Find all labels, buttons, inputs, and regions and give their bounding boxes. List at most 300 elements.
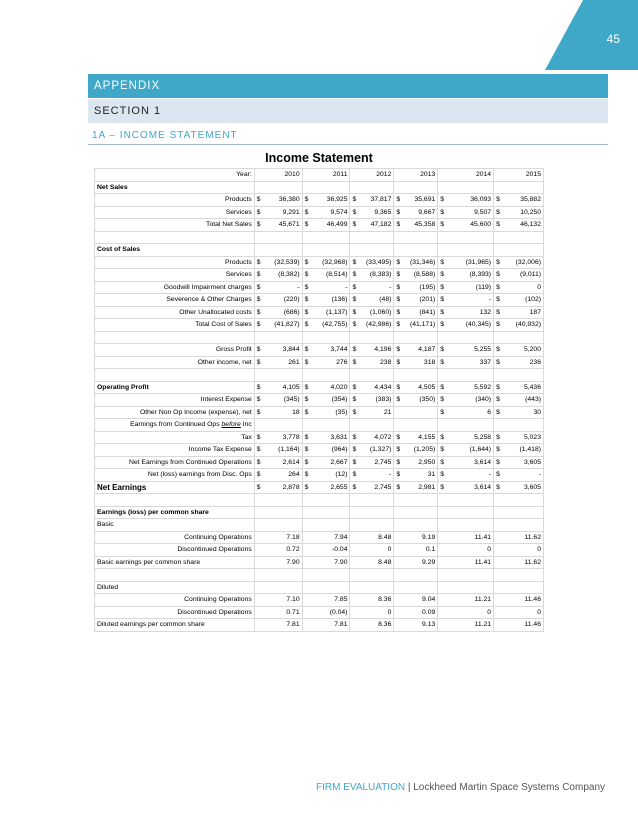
- value: 0: [537, 608, 541, 616]
- table-cell: [494, 331, 544, 344]
- value-cell: [302, 394, 350, 407]
- dollar-sign: $: [352, 283, 357, 291]
- dollar-sign: $: [440, 208, 445, 216]
- footer-separator: |: [405, 782, 414, 793]
- title-row: [95, 148, 544, 169]
- value-cell: [494, 306, 544, 319]
- dollar-sign: $: [396, 296, 401, 304]
- table-cell: [494, 181, 544, 194]
- value: (220): [283, 296, 300, 304]
- year-row: [95, 169, 544, 182]
- value-cell: [438, 469, 494, 482]
- value-cell: [438, 344, 494, 357]
- value: 7.81: [334, 621, 348, 629]
- value-cell: [438, 319, 494, 332]
- dollar-sign: $: [496, 483, 500, 491]
- value-cell: [350, 544, 394, 557]
- table-cell: [394, 331, 438, 344]
- value: 4,434: [374, 383, 392, 391]
- value-cell: [350, 444, 394, 457]
- dollar-sign: $: [396, 483, 401, 491]
- table-cell: [494, 506, 544, 519]
- value: -: [389, 283, 392, 291]
- row-label: Net (loss) earnings from Disc. Ops: [95, 469, 255, 482]
- value: 8.36: [378, 621, 392, 629]
- table-cell: [494, 494, 544, 507]
- blank-row: [95, 569, 544, 582]
- section-label: Diluted: [95, 581, 255, 594]
- value: 0: [387, 546, 392, 554]
- value-cell: [302, 556, 350, 569]
- row-products: [95, 194, 544, 207]
- value: 35,882: [520, 196, 541, 204]
- table-cell: [394, 506, 438, 519]
- table-cell: [254, 331, 302, 344]
- dollar-sign: $: [256, 383, 261, 391]
- table-cell: [438, 569, 494, 582]
- row-cos_products: [95, 256, 544, 269]
- row-label: Total Net Sales: [95, 219, 255, 232]
- section-label: Cost of Sales: [95, 244, 255, 257]
- dollar-sign: $: [256, 196, 261, 204]
- value: (119): [475, 283, 492, 291]
- value: 276: [336, 358, 348, 366]
- table-cell: [438, 494, 494, 507]
- value-cell: [302, 381, 350, 394]
- appendix-banner: APPENDIX: [88, 74, 608, 98]
- value-cell: [394, 394, 438, 407]
- value-cell: [302, 544, 350, 557]
- value-cell: [394, 406, 438, 419]
- value: 3,605: [523, 483, 541, 491]
- dollar-sign: $: [440, 358, 445, 366]
- table-cell: [254, 494, 302, 507]
- value: 7.18: [286, 533, 300, 541]
- value: 4,505: [418, 383, 436, 391]
- value: 8.48: [378, 558, 392, 566]
- row-label: Discontinued Operations: [95, 544, 255, 557]
- dollar-sign: $: [256, 458, 261, 466]
- value-cell: [494, 606, 544, 619]
- value-cell: [494, 619, 544, 632]
- value: 0: [487, 608, 492, 616]
- value: 36,380: [278, 196, 300, 204]
- label-part: Inc: [240, 421, 252, 429]
- row-label: [95, 419, 255, 432]
- value: 3,744: [330, 346, 348, 354]
- value-cell: [394, 544, 438, 557]
- year-header: 2014: [438, 169, 494, 182]
- dollar-sign: $: [304, 321, 309, 329]
- value-cell: [254, 219, 302, 232]
- value-cell: [350, 469, 394, 482]
- dollar-sign: $: [396, 358, 401, 366]
- row-label: Gross Profit: [95, 344, 255, 357]
- row-total_cos: [95, 319, 544, 332]
- table-cell: [438, 181, 494, 194]
- value: (383): [375, 396, 392, 404]
- value: (31,965): [465, 258, 492, 266]
- table-cell: [438, 506, 494, 519]
- value-cell: [438, 619, 494, 632]
- value-cell: [350, 556, 394, 569]
- value-cell: [302, 319, 350, 332]
- value-cell: [438, 594, 494, 607]
- value: 8.48: [378, 533, 392, 541]
- row-label: Total Cost of Sales: [95, 319, 255, 332]
- value: (841): [419, 308, 436, 316]
- table-cell: [438, 331, 494, 344]
- value-cell: [494, 356, 544, 369]
- value-cell: [302, 281, 350, 294]
- value: 36,093: [470, 196, 492, 204]
- table-cell: [254, 244, 302, 257]
- row-label: Operating Profit: [95, 381, 255, 394]
- value-cell: [494, 406, 544, 419]
- dollar-sign: $: [256, 283, 261, 291]
- dollar-sign: $: [440, 221, 445, 229]
- value-cell: [438, 281, 494, 294]
- value-cell: [494, 219, 544, 232]
- value: (1,418): [519, 446, 541, 454]
- value: 4,105: [282, 383, 300, 391]
- value-cell: [254, 444, 302, 457]
- dollar-sign: $: [496, 221, 500, 229]
- footer-firm-evaluation: FIRM EVALUATION: [316, 782, 406, 793]
- value-cell: [302, 219, 350, 232]
- dollar-sign: $: [256, 483, 261, 491]
- dollar-sign: $: [440, 471, 445, 479]
- value: 7.90: [334, 558, 348, 566]
- value-cell: [494, 256, 544, 269]
- value: 9,291: [282, 208, 300, 216]
- dollar-sign: $: [496, 196, 500, 204]
- value-cell: [302, 606, 350, 619]
- row-nonop: [95, 406, 544, 419]
- dollar-sign: $: [304, 471, 309, 479]
- dollar-sign: $: [352, 458, 357, 466]
- footer-company: Lockheed Martin Space Systems Company: [413, 782, 606, 793]
- value: 2,614: [282, 458, 300, 466]
- row-label: Products: [95, 256, 255, 269]
- dollar-sign: $: [352, 446, 357, 454]
- value-cell: [394, 381, 438, 394]
- row-label: Other Unallocated costs: [95, 306, 255, 319]
- value-cell: [438, 531, 494, 544]
- dollar-sign: $: [396, 383, 401, 391]
- table-cell: [350, 231, 394, 244]
- value: 318: [423, 358, 436, 366]
- table-cell: [350, 244, 394, 257]
- year-header: 2012: [350, 169, 394, 182]
- row-label: Other income, net: [95, 356, 255, 369]
- value: (33,495): [366, 258, 392, 266]
- row-label: Continuing Operations: [95, 594, 255, 607]
- value: (32,539): [274, 258, 300, 266]
- value: 11.21: [474, 596, 492, 604]
- value: 45,600: [470, 221, 492, 229]
- dollar-sign: $: [396, 346, 401, 354]
- value: (686): [283, 308, 300, 316]
- blank-row: [95, 369, 544, 382]
- value-cell: [494, 281, 544, 294]
- table-cell: [302, 244, 350, 257]
- dollar-sign: $: [496, 383, 500, 391]
- value: (8,588): [413, 271, 436, 279]
- row-gross_profit: [95, 344, 544, 357]
- value: (1,644): [469, 446, 492, 454]
- value-cell: [254, 394, 302, 407]
- dollar-sign: $: [304, 358, 309, 366]
- dollar-sign: $: [256, 446, 261, 454]
- value-cell: $ 4,155: [394, 431, 438, 444]
- value-cell: [350, 219, 394, 232]
- value-cell: [438, 306, 494, 319]
- dollar-sign: $: [396, 308, 401, 316]
- value-cell: [254, 619, 302, 632]
- value-cell: [302, 456, 350, 469]
- value-cell: [438, 381, 494, 394]
- value: 6: [487, 408, 492, 416]
- row-label: Other Non Op Income (expense), net: [95, 406, 255, 419]
- table-cell: [95, 231, 255, 244]
- value: 37,817: [370, 196, 392, 204]
- dollar-sign: $: [304, 271, 309, 279]
- dollar-sign: $: [352, 383, 357, 391]
- cost-header: [95, 244, 544, 257]
- value: 8.36: [378, 596, 392, 604]
- dollar-sign: $: [440, 258, 445, 266]
- dollar-sign: $: [256, 271, 261, 279]
- row-label: Goodwill Impairment charges: [95, 281, 255, 294]
- value: 4,187: [418, 346, 436, 354]
- value: 9.04: [422, 596, 436, 604]
- value: (1,327): [369, 446, 392, 454]
- diluted-header: [95, 581, 544, 594]
- dollar-sign: $: [440, 396, 445, 404]
- value-cell: [438, 556, 494, 569]
- dollar-sign: $: [440, 196, 445, 204]
- table-cell: [438, 419, 494, 432]
- value-cell: [438, 194, 494, 207]
- value: 3,778: [282, 433, 300, 441]
- row-unallocated: [95, 306, 544, 319]
- value: 7.81: [286, 621, 300, 629]
- dollar-sign: $: [496, 283, 500, 291]
- dollar-sign: $: [440, 346, 445, 354]
- dollar-sign: $: [352, 221, 357, 229]
- value-cell: [438, 394, 494, 407]
- value-cell: [254, 356, 302, 369]
- value: 30: [533, 408, 541, 416]
- dollar-sign: $: [440, 283, 445, 291]
- value-cell: [302, 531, 350, 544]
- table-cell: [394, 231, 438, 244]
- table-cell: [254, 181, 302, 194]
- value-cell: [394, 256, 438, 269]
- value: 46,499: [326, 221, 348, 229]
- value-cell: [438, 269, 494, 282]
- footer: [316, 782, 605, 793]
- table-cell: [95, 369, 255, 382]
- value: (1,060): [369, 308, 392, 316]
- dollar-sign: $: [440, 271, 445, 279]
- value-cell: [494, 444, 544, 457]
- value-cell: [302, 256, 350, 269]
- section-label: Earnings (loss) per common share: [95, 506, 255, 519]
- dollar-sign: $: [256, 396, 261, 404]
- table-cell: [494, 231, 544, 244]
- table-cell: [438, 581, 494, 594]
- value: (8,383): [369, 271, 392, 279]
- page-number: 45: [606, 32, 620, 46]
- dollar-sign: $: [496, 446, 500, 454]
- value: (350): [419, 396, 436, 404]
- value-cell: [494, 481, 544, 494]
- dollar-sign: $: [352, 396, 357, 404]
- value-cell: [394, 606, 438, 619]
- value-cell: [438, 606, 494, 619]
- dollar-sign: $: [304, 396, 309, 404]
- value-cell: [438, 544, 494, 557]
- dollar-sign: $: [352, 471, 357, 479]
- dollar-sign: $: [396, 196, 401, 204]
- value: (102): [525, 296, 541, 304]
- value-cell: $ 3,778: [254, 431, 302, 444]
- value: 11.62: [524, 558, 541, 566]
- value: (1,205): [413, 446, 436, 454]
- value-cell: [438, 481, 494, 494]
- value-cell: [394, 294, 438, 307]
- value: 9.29: [422, 558, 436, 566]
- blank-row: [95, 231, 544, 244]
- dollar-sign: $: [352, 346, 357, 354]
- value: 35,691: [414, 196, 436, 204]
- value: (340): [475, 396, 492, 404]
- value: (1,164): [278, 446, 300, 454]
- value: 0: [537, 546, 541, 554]
- value-cell: [254, 556, 302, 569]
- value: -: [488, 296, 492, 304]
- value-cell: [254, 531, 302, 544]
- table-cell: [302, 331, 350, 344]
- dollar-sign: $: [304, 408, 309, 416]
- dollar-sign: $: [304, 346, 309, 354]
- value-cell: [254, 269, 302, 282]
- value-cell: [394, 556, 438, 569]
- dollar-sign: $: [352, 408, 357, 416]
- value: -: [297, 283, 300, 291]
- value-cell: [350, 269, 394, 282]
- value-cell: [254, 294, 302, 307]
- value-cell: [350, 456, 394, 469]
- value-cell: [254, 256, 302, 269]
- value: 236: [529, 358, 541, 366]
- value: 11.46: [524, 596, 541, 604]
- row-cos_services: [95, 269, 544, 282]
- value-cell: [302, 206, 350, 219]
- dollar-sign: $: [496, 208, 500, 216]
- value-cell: [494, 319, 544, 332]
- value-cell: [394, 481, 438, 494]
- value: 5,592: [474, 383, 492, 391]
- value-cell: $ 4,072: [350, 431, 394, 444]
- dollar-sign: $: [396, 458, 401, 466]
- value: (1,137): [325, 308, 348, 316]
- value-cell: [350, 194, 394, 207]
- value: (8,382): [278, 271, 300, 279]
- value-cell: [254, 319, 302, 332]
- value: 5,436: [523, 383, 541, 391]
- value-cell: [394, 344, 438, 357]
- value-cell: [254, 594, 302, 607]
- value-cell: [254, 206, 302, 219]
- value-cell: [394, 269, 438, 282]
- value-cell: [254, 344, 302, 357]
- dollar-sign: $: [304, 196, 309, 204]
- value-cell: [494, 269, 544, 282]
- table-cell: [494, 581, 544, 594]
- dollar-sign: $: [440, 483, 445, 491]
- value-cell: [494, 531, 544, 544]
- dollar-sign: $: [352, 308, 357, 316]
- row-total_net_sales: [95, 219, 544, 232]
- dollar-sign: $: [256, 308, 261, 316]
- value-cell: [394, 206, 438, 219]
- value: (42,986): [366, 321, 392, 329]
- dollar-sign: $: [256, 358, 261, 366]
- value-cell: [394, 469, 438, 482]
- value: 4,196: [374, 346, 392, 354]
- value: (41,171): [409, 321, 436, 329]
- subsection-divider: [88, 144, 608, 145]
- value: 2,878: [282, 483, 300, 491]
- value: 2,655: [330, 483, 348, 491]
- value-cell: [494, 194, 544, 207]
- value-cell: [394, 594, 438, 607]
- dollar-sign: $: [352, 296, 357, 304]
- value-cell: [302, 444, 350, 457]
- value-cell: [438, 406, 494, 419]
- value: 9.13: [422, 621, 436, 629]
- value: (42,755): [322, 321, 348, 329]
- value: 45,671: [278, 221, 300, 229]
- row-other_income: [95, 356, 544, 369]
- value-cell: [350, 481, 394, 494]
- table-cell: [95, 494, 255, 507]
- dollar-sign: $: [256, 321, 261, 329]
- value: -: [345, 283, 348, 291]
- table-cell: [438, 244, 494, 257]
- dollar-sign: $: [304, 221, 309, 229]
- value-cell: [350, 344, 394, 357]
- table-cell: [254, 519, 302, 532]
- value-cell: [394, 219, 438, 232]
- row-d_eps: [95, 619, 544, 632]
- table-cell: [254, 581, 302, 594]
- dollar-sign: $: [256, 296, 261, 304]
- value-cell: [494, 469, 544, 482]
- value-cell: [394, 281, 438, 294]
- dollar-sign: $: [352, 271, 357, 279]
- value-cell: [350, 606, 394, 619]
- table-cell: [394, 244, 438, 257]
- section-label: Basic: [95, 519, 255, 532]
- value: 0: [537, 283, 541, 291]
- value: 4,155: [418, 433, 436, 441]
- blank-row: [95, 494, 544, 507]
- table-cell: [494, 244, 544, 257]
